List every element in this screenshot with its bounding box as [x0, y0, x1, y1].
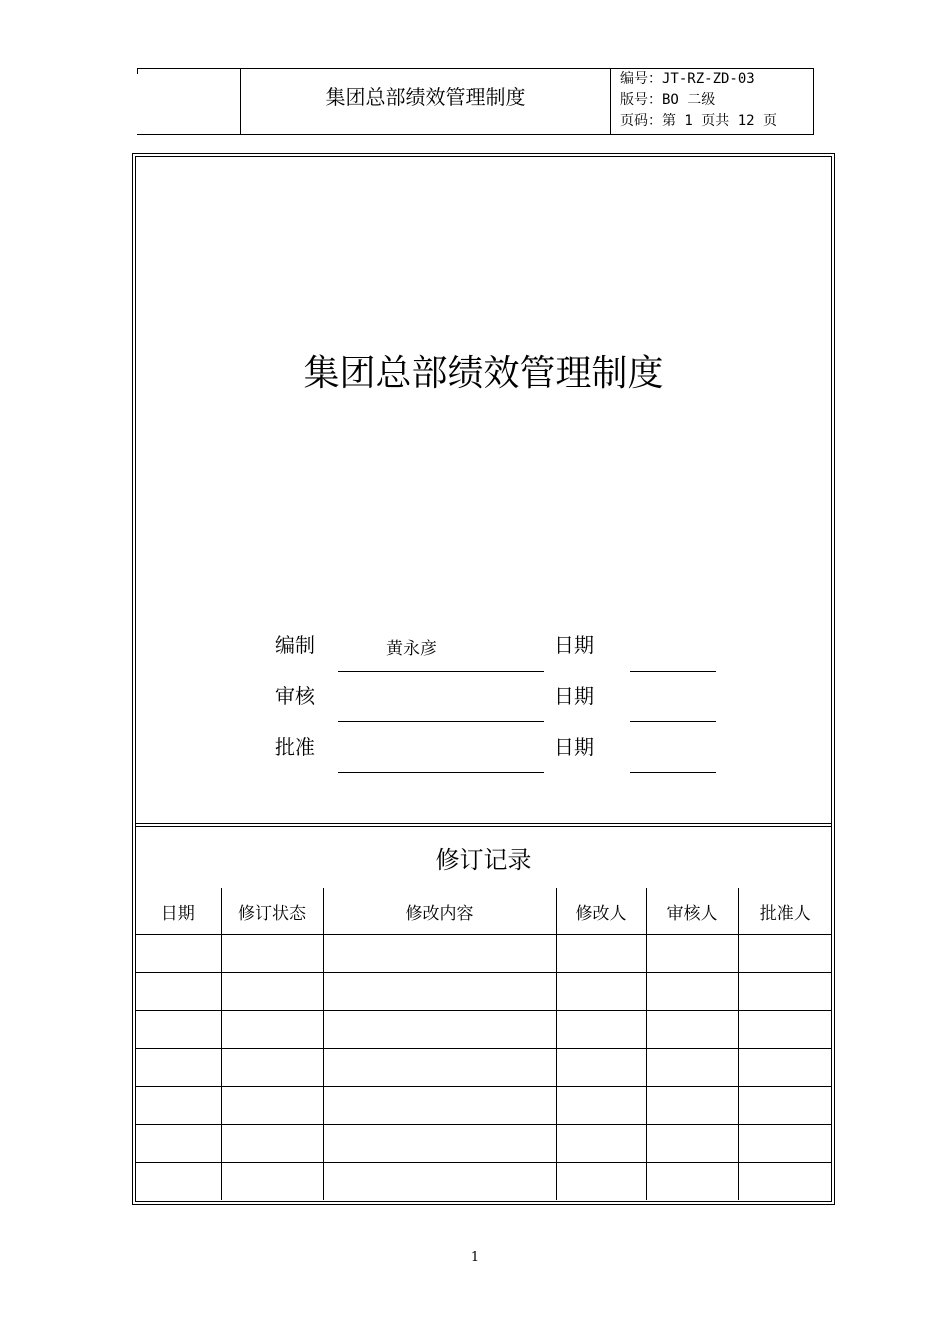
- approve-date-label: 日期: [554, 735, 594, 759]
- table-row: [135, 1049, 832, 1087]
- table-cell: [221, 1087, 323, 1125]
- table-row: [135, 1163, 832, 1201]
- table-cell: [135, 1011, 221, 1049]
- table-cell: [556, 1011, 646, 1049]
- table-row: [135, 1125, 832, 1163]
- column-header: 修改人: [556, 888, 646, 935]
- review-label: 审核: [275, 684, 315, 708]
- table-cell: [135, 1049, 221, 1087]
- table-cell: [738, 1011, 832, 1049]
- table-cell: [738, 1163, 832, 1201]
- table-cell: [323, 1049, 556, 1087]
- header-meta: [620, 69, 777, 132]
- revision-title: 修订记录: [435, 846, 532, 874]
- table-cell: [556, 1163, 646, 1201]
- document-version: 版号：BO 二级: [620, 92, 716, 108]
- table-cell: [323, 1087, 556, 1125]
- table-cell: [646, 1087, 738, 1125]
- header-divider: [813, 68, 814, 135]
- review-date-label: 日期: [554, 684, 594, 708]
- review-date-line: [630, 721, 716, 722]
- compile-date-line: [630, 671, 716, 672]
- table-cell: [135, 1125, 221, 1163]
- section-divider: [135, 826, 832, 827]
- table-cell: [556, 935, 646, 973]
- table-cell: [738, 1125, 832, 1163]
- table-cell: [556, 973, 646, 1011]
- column-header: 日期: [135, 888, 221, 935]
- table-cell: [323, 973, 556, 1011]
- table-cell: [323, 1011, 556, 1049]
- column-header: 修改内容: [323, 888, 556, 935]
- table-cell: [738, 935, 832, 973]
- compile-line: [338, 671, 544, 672]
- table-cell: [221, 1049, 323, 1087]
- table-cell: [135, 935, 221, 973]
- table-row: [135, 1011, 832, 1049]
- table-cell: [135, 1163, 221, 1201]
- table-cell: [556, 1087, 646, 1125]
- document-code: 编号：JT-RZ-ZD-03: [620, 71, 755, 87]
- compile-value: 黄永彦: [386, 639, 437, 659]
- table-cell: [646, 1011, 738, 1049]
- approve-date-line: [630, 772, 716, 773]
- table-cell: [323, 1163, 556, 1201]
- table-row: [135, 935, 832, 973]
- section-divider: [135, 823, 832, 824]
- approve-line: [338, 772, 544, 773]
- table-cell: [646, 935, 738, 973]
- document-header: [137, 68, 814, 135]
- column-header: 审核人: [646, 888, 738, 935]
- approve-label: 批准: [275, 735, 315, 759]
- document-page: 页码：第 1 页共 12 页: [620, 113, 778, 129]
- table-cell: [738, 1049, 832, 1087]
- header-title: 集团总部绩效管理制度: [325, 85, 526, 109]
- table-cell: [221, 1163, 323, 1201]
- review-line: [338, 721, 544, 722]
- compile-date-label: 日期: [554, 633, 594, 657]
- table-cell: [646, 973, 738, 1011]
- table-cell: [738, 973, 832, 1011]
- table-cell: [646, 1049, 738, 1087]
- column-header: 修订状态: [221, 888, 323, 935]
- table-header-row: [135, 888, 832, 935]
- table-row: [135, 973, 832, 1011]
- table-cell: [646, 1125, 738, 1163]
- compile-label: 编制: [275, 633, 315, 657]
- table-row: [135, 1087, 832, 1125]
- table-cell: [646, 1163, 738, 1201]
- cover-title: 集团总部绩效管理制度: [303, 353, 664, 394]
- header-divider: [610, 68, 611, 135]
- table-cell: [221, 1011, 323, 1049]
- table-cell: [323, 1125, 556, 1163]
- header-bottom-rule: [137, 134, 814, 135]
- column-header: 批准人: [738, 888, 832, 935]
- table-cell: [556, 1125, 646, 1163]
- table-cell: [135, 1087, 221, 1125]
- table-cell: [221, 973, 323, 1011]
- table-cell: [221, 935, 323, 973]
- header-corner-tick: [137, 68, 138, 74]
- revision-table: [135, 888, 832, 1200]
- table-cell: [738, 1087, 832, 1125]
- table-cell: [221, 1125, 323, 1163]
- table-cell: [323, 935, 556, 973]
- table-cell: [135, 973, 221, 1011]
- page-number: 1: [470, 1250, 480, 1265]
- table-cell: [556, 1049, 646, 1087]
